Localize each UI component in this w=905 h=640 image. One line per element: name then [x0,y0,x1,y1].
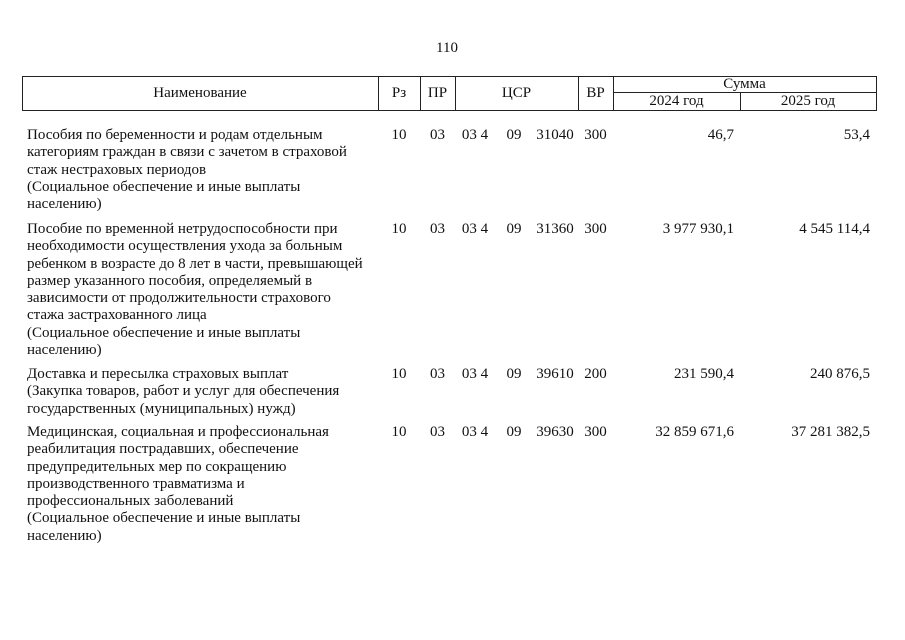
header-rule-bottom [22,110,877,111]
row-name-line: (Закупка товаров, работ и услуг для обеспечения [27,383,340,400]
cell-csr-direction: 09 [506,127,522,143]
cell-csr-program: 03 4 [461,127,489,143]
cell-csr-code: 31040 [536,127,574,143]
cell-csr-program: 03 4 [461,221,489,237]
row-name-line: Медицинская, социальная и профессиональная [27,424,329,440]
cell-sum-2025: 53,4 [843,127,870,143]
row-name-line: населению) [27,342,102,359]
cell-sum-2025: 4 545 114,4 [799,221,870,237]
cell-vr: 300 [584,424,607,440]
cell-pr: 03 [430,221,445,237]
cell-vr: 300 [584,127,607,143]
cell-sum-2024: 46,7 [707,127,734,143]
cell-csr-direction: 09 [506,366,522,382]
row-name-line: предупредительных мер по сокращению [27,458,287,475]
header-rz: Рз [391,84,407,101]
cell-sum-2024: 32 859 671,6 [655,424,734,440]
row-name [27,127,347,213]
cell-csr-direction: 09 [506,221,522,237]
row-name [27,366,339,418]
header-rule-right [876,76,877,111]
cell-sum-2024: 231 590,4 [674,366,734,382]
cell-pr: 03 [430,127,445,143]
cell-sum-2025: 37 281 382,5 [791,424,870,440]
cell-rz: 10 [391,424,407,440]
cell-csr-program: 03 4 [461,424,489,440]
header-csr: ЦСР [501,84,532,101]
row-name [27,221,363,359]
row-name-line: (Социальное обеспечение и иные выплаты [27,178,301,195]
row-name [27,424,329,545]
cell-vr: 300 [584,221,607,237]
cell-pr: 03 [430,424,445,440]
page-number: 110 [436,40,458,56]
row-name-line: населению) [27,196,102,213]
row-name-line: производственного травматизма и [27,475,245,492]
row-name-line: стаж нестраховых периодов [27,161,207,178]
header-year-2025: 2025 год [780,92,836,109]
row-name-line: (Социальное обеспечение и иные выплаты [27,510,301,527]
row-name-line: зависимости от продолжительности страхового [27,290,331,307]
row-name-line: (Социальное обеспечение и иные выплаты [27,324,301,341]
cell-rz: 10 [391,221,407,237]
cell-csr-direction: 09 [506,424,522,440]
row-name-line: Пособия по беременности и родам отдельным [27,127,323,143]
row-name-line: государственных (муниципальных) нужд) [27,400,296,417]
row-name-line: Доставка и пересылка страховых выплат [27,366,289,382]
row-name-line: ребенком в возрасте до 8 лет в части, превышающей [27,255,363,272]
cell-csr-program: 03 4 [461,366,489,382]
cell-rz: 10 [391,366,407,382]
header-sum: Сумма [723,75,766,92]
header-vr: ВР [586,84,605,101]
cell-csr-code: 31360 [536,221,574,237]
row-name-line: стажа застрахованного лица [27,307,207,324]
cell-csr-code: 39610 [536,366,574,382]
cell-rz: 10 [391,127,407,143]
cell-pr: 03 [430,366,445,382]
header-pr: ПР [427,84,448,101]
row-name-line: населению) [27,527,102,544]
cell-sum-2025: 240 876,5 [810,366,870,382]
header-year-2024: 2024 год [649,92,704,109]
row-name-line: реабилитация пострадавших, обеспечение [27,441,299,458]
row-name-line: необходимости осуществления ухода за больным [27,238,343,255]
cell-csr-code: 39630 [536,424,574,440]
row-name-line: размер указанного пособия, определяемый в [27,272,313,289]
cell-sum-2024: 3 977 930,1 [662,221,734,237]
cell-vr: 200 [584,366,607,382]
row-name-line: Пособие по временной нетрудоспособности при [27,221,338,237]
row-name-line: профессиональных заболеваний [27,493,234,510]
row-name-line: категориям граждан в связи с зачетом в страховой [27,144,347,161]
header-name: Наименование [153,84,247,101]
